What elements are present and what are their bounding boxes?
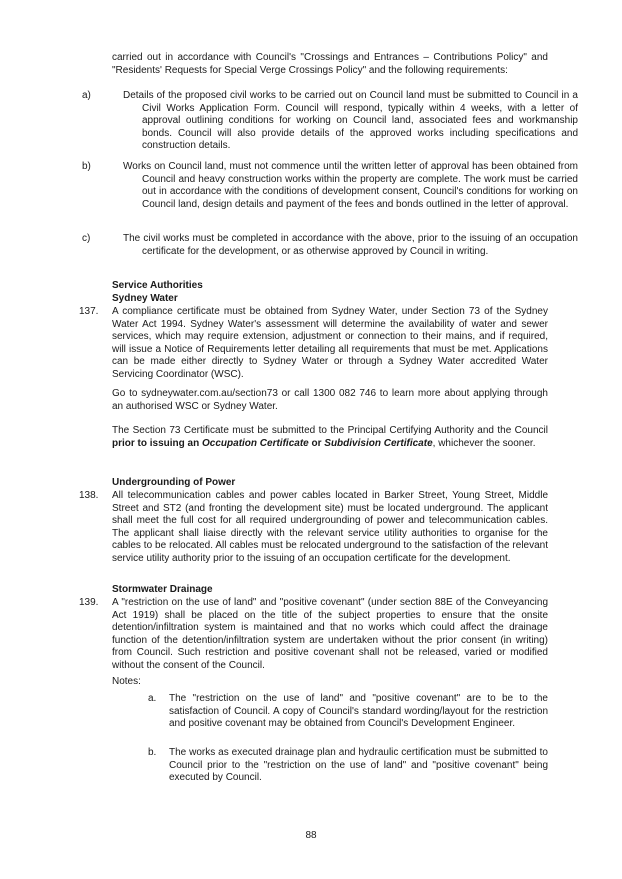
list-label-c: c)	[82, 233, 91, 244]
notes-label: Notes:	[112, 676, 141, 687]
note-b	[148, 747, 548, 785]
note-label-b: b.	[148, 747, 157, 758]
list-text-c: The civil works must be completed in accordance with the above, prior to the issuing of an occupation certificate for the development, or as otherwise approved by Council in writing.	[123, 233, 578, 257]
p3-part-f: , whichever the sooner.	[432, 437, 536, 449]
condition-138-text: All telecommunication cables and power cables located in Barker Street, Young Street, Middle Street and ST2 (and fronting the development site) must be located underground. The applicant shall meet the full cost for all required undergrounding of power and telecommunication cables. The applicant shall liaise directly with the relevant service utility authorities to organise for the cables to be relocated. All cables must be relocated underground to the satisfaction of the relevant service utility authority prior to the issuing of an occupation certificate for the development.	[112, 490, 548, 564]
condition-number-137: 137.	[79, 306, 99, 317]
section-heading-stormwater: Stormwater Drainage	[112, 584, 213, 595]
section-heading-service-authorities: Service Authorities	[112, 280, 203, 291]
condition-number-138: 138.	[79, 490, 99, 501]
condition-137-paragraph-3	[112, 425, 548, 450]
p3-part-c: Occupation Certificate	[202, 437, 309, 449]
section-heading-undergrounding: Undergrounding of Power	[112, 477, 236, 488]
p3-part-d: or	[308, 437, 325, 449]
list-text-b: Works on Council land, must not commence until the written letter of approval has been obtained from Council and heavy construction works within the property are complete. The work must be carried out in accordance with the conditions of development consent, Council's conditions for working on Council land, design details and payment of the fees and bonds outlined in the letter of approval.	[123, 161, 578, 210]
list-item-a	[82, 90, 578, 153]
note-label-a: a.	[148, 693, 157, 704]
list-label-a: a)	[82, 90, 91, 101]
condition-137-paragraph-2: Go to sydneywater.com.au/section73 or call 1300 082 746 to learn more about applying through an authorised WSC or Sydney Water.	[112, 388, 548, 412]
condition-139-text: A "restriction on the use of land" and "positive covenant" (under section 88E of the Conveyancing Act 1919) shall be placed on the title of the subject properties to ensure that the onsite detention/infiltration system is maintained and that no works which could affect the drainage function of the detention/infiltration system are undertaken without the prior consent (in writing) from Council. Such restriction and positive covenant shall not be released, varied or modified without the consent of the Council.	[112, 597, 548, 671]
list-text-a: Details of the proposed civil works to be carried out on Council land must be submitted to Council in a Civil Works Application Form. Council will respond, typically within 4 weeks, with a letter of approval outlining conditions for working on Council land, associated fees and workmanship bonds. Council will also provide details of the approved works including specifications and construction details.	[123, 90, 578, 152]
intro-paragraph: carried out in accordance with Council's "Crossings and Entrances – Contributions Policy" and "Residents' Requests for Special Verge Crossings Policy" and the following requirements:	[112, 52, 548, 76]
p3-part-b: prior to issuing an	[112, 437, 203, 449]
section-heading-sydney-water: Sydney Water	[112, 293, 178, 304]
p3-part-e: Subdivision Certificate	[324, 437, 433, 449]
p3-part-a: The Section 73 Certificate must be submitted to the Principal Certifying Authority and the Council	[112, 425, 548, 436]
condition-137-paragraph-1: A compliance certificate must be obtained from Sydney Water, under Section 73 of the Sydney Water Act 1994. Sydney Water's assessment will determine the availability of water and sewer services, which may require extension, adjustment or connection to their mains, and if required, will issue a Notice of Requirements letter detailing all requirements that must be met. Applications can be made either directly to Sydney Water or through a Sydney Water accredited Water Servicing Coordinator (WSC).	[112, 306, 548, 380]
note-text-a: The "restriction on the use of land" and "positive covenant" are to be to the satisfaction of Council. A copy of Council's standard wording/layout for the restriction and positive covenant may be obtained from Council's Development Engineer.	[169, 693, 548, 730]
note-a	[148, 693, 548, 731]
list-item-b	[82, 161, 578, 211]
condition-number-139: 139.	[79, 597, 99, 608]
note-text-b: The works as executed drainage plan and hydraulic certification must be submitted to Council prior to the "restriction on the use of land" and "positive covenant" being executed by Council.	[169, 747, 548, 784]
page-number: 88	[305, 830, 317, 841]
list-label-b: b)	[82, 161, 91, 172]
list-item-c	[82, 233, 578, 258]
